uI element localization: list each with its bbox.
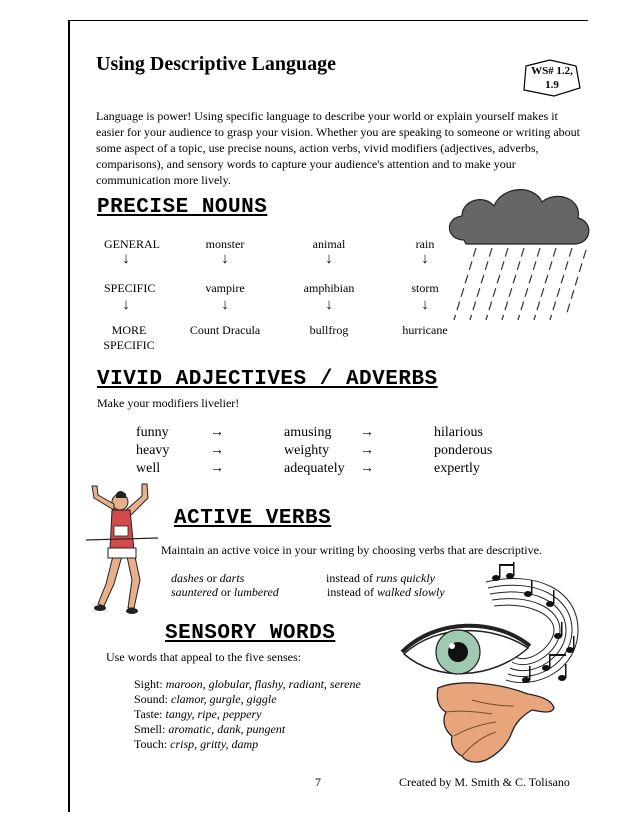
sense-label: Smell: [134, 722, 166, 736]
badge-line-1: WS# 1.2, [531, 65, 573, 77]
sensory-words-heading: SENSORY WORDS [165, 622, 336, 645]
noun-count-dracula: Count Dracula [189, 323, 261, 337]
adjective-word: hilarious [434, 425, 483, 440]
verb-instead-1 [326, 571, 435, 586]
worksheet-badge [524, 64, 580, 92]
sense-label: Touch: [134, 737, 168, 751]
row-label-specific: SPECIFIC [104, 281, 156, 295]
adjective-word: ponderous [434, 443, 493, 458]
sensory-item [134, 737, 361, 752]
adjective-word: amusing [284, 425, 332, 440]
noun-vampire: vampire [205, 281, 245, 295]
verb-example-1 [171, 571, 244, 586]
sense-label: Sound: [134, 692, 169, 706]
precise-nouns-heading: PRECISE NOUNS [97, 196, 268, 219]
down-arrow-icon: ↓ [122, 251, 130, 267]
page-title: Using Descriptive Language [96, 53, 336, 75]
storm-cloud-icon [436, 180, 596, 330]
adjective-word: expertly [434, 461, 480, 476]
verb-phrase: walked slowly [377, 585, 445, 599]
down-arrow-icon: ↓ [221, 251, 229, 267]
right-arrow-icon: → [360, 443, 374, 458]
credit-text: Created by M. Smith & C. Tolisano [399, 775, 570, 789]
right-arrow-icon: → [210, 425, 224, 440]
right-arrow-icon: → [360, 425, 374, 440]
verb-phrase: runs quickly [376, 571, 435, 585]
noun-rain: rain [415, 237, 435, 251]
right-arrow-icon: → [210, 443, 224, 458]
sense-words: aromatic, dank, pungent [168, 722, 286, 736]
sense-words: crisp, gritty, damp [170, 737, 259, 751]
instead-of-text: instead of [327, 585, 374, 599]
verb-word: lumbered [233, 585, 279, 599]
sensory-list [134, 677, 361, 752]
sensory-item [134, 692, 361, 707]
sense-words: maroon, globular, flashy, radiant, serene [165, 677, 361, 691]
page-number: 7 [315, 775, 321, 789]
adjective-word: funny [136, 425, 169, 440]
down-arrow-icon: ↓ [421, 251, 429, 267]
down-arrow-icon: ↓ [325, 251, 333, 267]
verb-example-2 [171, 585, 279, 600]
down-arrow-icon: ↓ [122, 297, 130, 313]
right-arrow-icon: → [210, 461, 224, 476]
sensory-words-text: Use words that appeal to the five senses: [106, 650, 301, 664]
page-border-left [68, 20, 70, 812]
runner-icon [84, 480, 160, 622]
sensory-item [134, 707, 361, 722]
page-border-top [68, 20, 588, 21]
sense-label: Sight: [134, 677, 163, 691]
sense-words: tangy, ripe, peppery [165, 707, 262, 721]
adjective-word: adequately [284, 461, 345, 476]
verb-word: sauntered [171, 585, 218, 599]
row-label-general: GENERAL [104, 237, 160, 251]
down-arrow-icon: ↓ [325, 297, 333, 313]
adjective-word: weighty [284, 443, 330, 458]
row-label-more-specific: MORE SPECIFIC [103, 323, 155, 352]
noun-amphibian: amphibian [303, 281, 355, 295]
sense-words: clamor, gurgle, giggle [171, 692, 277, 706]
noun-bullfrog: bullfrog [309, 323, 349, 337]
active-verbs-text: Maintain an active voice in your writing by choosing verbs that are descriptive. [161, 543, 542, 557]
sensory-item [134, 677, 361, 692]
active-verbs-heading: ACTIVE VERBS [174, 507, 332, 530]
or-text: or [220, 585, 231, 599]
noun-monster: monster [205, 237, 245, 251]
vivid-adjectives-heading: VIVID ADJECTIVES / ADVERBS [97, 368, 438, 391]
noun-storm: storm [411, 281, 439, 295]
hand-icon [432, 670, 556, 766]
adjectives-subtitle: Make your modifiers livelier! [97, 396, 240, 410]
right-arrow-icon: → [360, 461, 374, 476]
intro-paragraph: Language is power! Using specific language to describe your world or explain yourself makes it easier for your audience to grasp your vision. Whether you are speaking to someone or writing about some aspect of a topic, use precise nouns, action verbs, vivid modifiers (adjectives, adverbs, comparisons), and sensory words to capture your audience's attention and to make your communication more lively. [96, 109, 580, 187]
verb-instead-2 [327, 585, 445, 600]
badge-line-2: 1.9 [545, 79, 559, 91]
sensory-item [134, 722, 361, 737]
verb-word: dashes [171, 571, 204, 585]
or-text: or [206, 571, 217, 585]
noun-hurricane: hurricane [402, 323, 448, 337]
instead-of-text: instead of [326, 571, 373, 585]
sense-label: Taste: [134, 707, 163, 721]
adjective-word: well [136, 461, 161, 476]
adjective-word: heavy [136, 443, 170, 458]
verb-word: darts [219, 571, 245, 585]
down-arrow-icon: ↓ [421, 297, 429, 313]
noun-animal: animal [312, 237, 346, 251]
down-arrow-icon: ↓ [221, 297, 229, 313]
